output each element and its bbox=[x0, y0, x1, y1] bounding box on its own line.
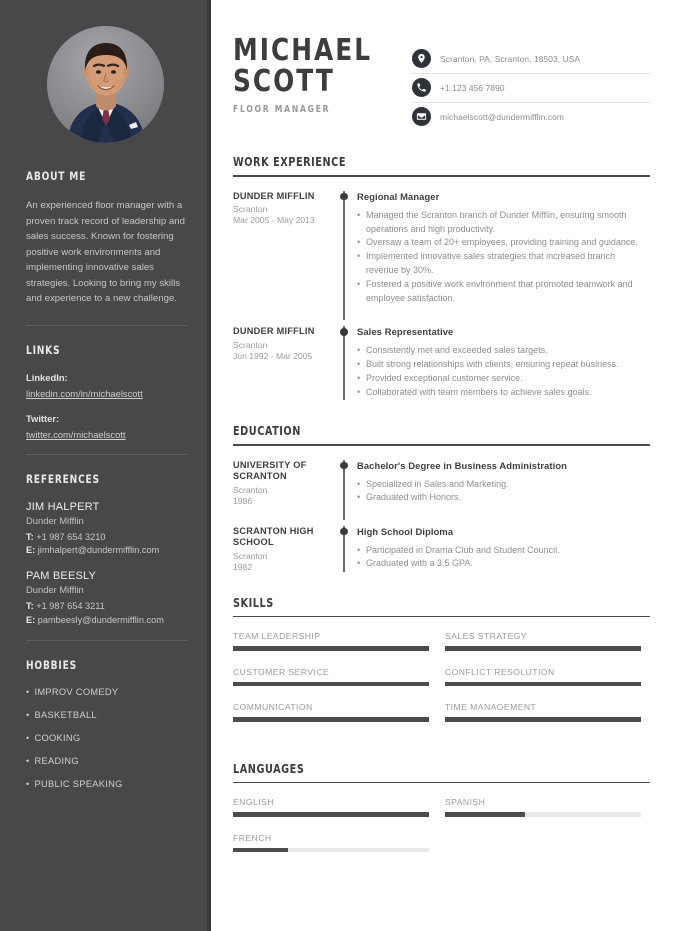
reference-email bbox=[26, 544, 187, 557]
languages-section bbox=[233, 762, 650, 869]
skill-bar-fill bbox=[233, 646, 429, 651]
list-item: • Built strong relationships with clients, ensuring repeat business. bbox=[357, 358, 650, 372]
skill-label: CUSTOMER SERVICE bbox=[233, 666, 330, 677]
list-item: • Graduated with a 3.5 GPA. bbox=[357, 557, 650, 571]
work-entry-meta bbox=[233, 191, 333, 307]
avatar bbox=[47, 26, 164, 143]
skill-label: TEAM LEADERSHIP bbox=[233, 631, 321, 642]
graduation-year: 1986 bbox=[233, 495, 253, 506]
timeline-dot-icon bbox=[340, 193, 348, 201]
skill-bar-fill bbox=[445, 646, 641, 651]
skill-item bbox=[233, 702, 429, 722]
hobby-label: READING bbox=[34, 756, 79, 767]
phone-value: +1 987 654 3211 bbox=[36, 601, 105, 612]
list-item: • Graduated with Honors. bbox=[357, 491, 650, 505]
languages-heading: LANGUAGES bbox=[233, 761, 305, 776]
language-label: SPANISH bbox=[445, 797, 486, 808]
work-entry bbox=[233, 191, 650, 307]
hobby-item bbox=[26, 779, 187, 789]
language-item bbox=[233, 797, 429, 817]
timeline-dot-icon bbox=[340, 328, 348, 336]
skill-label: CONFLICT RESOLUTION bbox=[445, 666, 555, 677]
section-divider bbox=[233, 444, 650, 446]
last-name: SCOTT bbox=[233, 63, 335, 99]
spacer bbox=[233, 506, 650, 526]
bullet-icon: • bbox=[26, 710, 30, 721]
hobby-item bbox=[26, 733, 187, 743]
education-entry-meta bbox=[233, 460, 333, 506]
reference-phone bbox=[26, 600, 187, 613]
sidebar bbox=[0, 0, 211, 931]
skill-bar-track bbox=[233, 717, 429, 722]
responsibility-list bbox=[357, 209, 650, 307]
school-name: UNIVERSITY OF SCRANTON bbox=[233, 459, 307, 481]
reference-company: Dunder Mifflin bbox=[26, 584, 84, 596]
skill-bar-track bbox=[445, 717, 641, 722]
hobby-item bbox=[26, 687, 187, 697]
language-label: ENGLISH bbox=[233, 797, 274, 808]
phone-icon bbox=[412, 78, 431, 97]
degree-title: Bachelor's Degree in Business Administration bbox=[357, 459, 567, 471]
language-item bbox=[445, 797, 641, 817]
reference-email bbox=[26, 614, 187, 627]
language-bar-fill bbox=[445, 812, 525, 817]
school-city: Scranton bbox=[233, 550, 268, 561]
list-item: • Specialized in Sales and Marketing. bbox=[357, 478, 650, 492]
reference-item bbox=[26, 501, 187, 558]
skill-bar-track bbox=[445, 646, 641, 651]
skill-bar-track bbox=[445, 682, 641, 687]
identity-block bbox=[233, 33, 384, 116]
employer-name: DUNDER MIFFLIN bbox=[233, 326, 315, 337]
list-item: • Fostered a positive work environment that promoted teamwork and employee satisfaction. bbox=[357, 278, 650, 306]
phone-value: +1 987 654 3210 bbox=[36, 531, 106, 542]
skills-grid bbox=[233, 631, 650, 738]
links-heading: LINKS bbox=[26, 342, 61, 357]
contact-address bbox=[412, 45, 650, 74]
work-experience-section bbox=[233, 155, 650, 400]
section-divider bbox=[233, 782, 650, 784]
contact-list bbox=[412, 45, 650, 131]
list-item: • Participated in Drama Club and Student Council. bbox=[357, 544, 650, 558]
reference-item bbox=[26, 570, 187, 627]
bullet-icon: • bbox=[26, 687, 30, 698]
reference-name: JIM HALPERT bbox=[26, 500, 100, 513]
skill-bar-fill bbox=[445, 717, 641, 722]
email-label: E: bbox=[26, 545, 36, 556]
spacer bbox=[233, 306, 650, 326]
link-item-twitter bbox=[26, 413, 187, 443]
main-content bbox=[211, 0, 675, 931]
sidebar-references-section bbox=[0, 455, 211, 627]
skill-item bbox=[445, 667, 641, 687]
work-experience-heading: WORK EXPERIENCE bbox=[233, 155, 347, 169]
skill-label: TIME MANAGEMENT bbox=[445, 702, 537, 713]
email-value: jimhalpert@dundermifflin.com bbox=[37, 545, 160, 556]
reference-name: PAM BEESLY bbox=[26, 570, 97, 583]
skill-bar-track bbox=[233, 682, 429, 687]
language-bar-track bbox=[233, 812, 429, 817]
timeline bbox=[333, 526, 355, 572]
envelope-icon bbox=[412, 107, 431, 126]
bullet-icon: • bbox=[26, 733, 30, 744]
achievement-list bbox=[357, 544, 650, 572]
skill-label: COMMUNICATION bbox=[233, 702, 313, 713]
job-role: FLOOR MANAGER bbox=[233, 104, 331, 116]
timeline-dot-icon bbox=[340, 528, 348, 536]
education-section bbox=[233, 424, 650, 572]
email-value: pambeesly@dundermifflin.com bbox=[37, 614, 164, 625]
list-item: • Collaborated with team members to achieve sales goals. bbox=[357, 386, 650, 400]
degree-title: High School Diploma bbox=[357, 525, 454, 537]
twitter-label: Twitter: bbox=[26, 412, 60, 424]
skills-heading: SKILLS bbox=[233, 595, 274, 610]
list-item: • Consistently met and exceeded sales targets. bbox=[357, 344, 650, 358]
employment-dates: Mar 2005 - May 2013 bbox=[233, 215, 315, 226]
education-entry bbox=[233, 526, 650, 572]
linkedin-url[interactable]: linkedin.com/in/michaelscott bbox=[26, 387, 143, 399]
phone-label: T: bbox=[26, 531, 34, 542]
about-heading: ABOUT ME bbox=[26, 169, 87, 183]
responsibility-list bbox=[357, 344, 650, 400]
about-text: An experienced floor manager with a proven track record of leadership and sales success. Known for fostering positive work environments and implementing innovative sales strategies. Looking to bring my skills and experience to a new challenge. bbox=[26, 200, 185, 305]
language-bar-track bbox=[445, 812, 641, 817]
skill-bar-track bbox=[233, 646, 429, 651]
work-entry-body bbox=[355, 191, 650, 307]
language-item bbox=[233, 833, 429, 853]
location-pin-icon bbox=[412, 49, 431, 68]
hobby-label: COOKING bbox=[34, 733, 81, 744]
skill-label: SALES STRATEGY bbox=[445, 631, 528, 642]
reference-company: Dunder Mifflin bbox=[26, 514, 84, 526]
list-item: • Implemented innovative sales strategies that increased branch revenue by 30%. bbox=[357, 250, 650, 278]
work-entry bbox=[233, 326, 650, 400]
timeline bbox=[333, 326, 355, 400]
achievement-list bbox=[357, 478, 650, 506]
twitter-url[interactable]: twitter.com/michaelscott bbox=[26, 428, 126, 440]
education-entry-body bbox=[355, 526, 650, 572]
sidebar-links-section bbox=[0, 326, 211, 443]
job-title: Sales Representative bbox=[357, 326, 454, 338]
language-bar-fill bbox=[233, 812, 429, 817]
skill-item bbox=[445, 702, 641, 722]
education-entry bbox=[233, 460, 650, 506]
hobby-label: PUBLIC SPEAKING bbox=[34, 779, 123, 790]
school-city: Scranton bbox=[233, 484, 268, 495]
contact-phone bbox=[412, 74, 650, 103]
avatar-container bbox=[0, 0, 211, 143]
hobby-item bbox=[26, 710, 187, 720]
hobby-item bbox=[26, 756, 187, 766]
profile-photo-illustration bbox=[47, 26, 164, 143]
employment-dates: Jun 1992 - Mar 2005 bbox=[233, 350, 313, 361]
link-item-linkedin bbox=[26, 372, 187, 402]
timeline bbox=[333, 460, 355, 506]
skill-bar-fill bbox=[445, 682, 641, 687]
employer-name: DUNDER MIFFLIN bbox=[233, 190, 315, 201]
timeline-line bbox=[343, 326, 344, 400]
language-bar-track bbox=[233, 848, 429, 853]
references-heading: REFERENCES bbox=[26, 471, 100, 486]
timeline bbox=[333, 191, 355, 307]
sidebar-hobbies-section bbox=[0, 641, 211, 789]
hobby-label: BASKETBALL bbox=[34, 710, 97, 721]
email-label: E: bbox=[26, 614, 36, 625]
education-heading: EDUCATION bbox=[233, 423, 301, 438]
bullet-icon: • bbox=[26, 756, 30, 767]
list-item: • Provided exceptional customer service. bbox=[357, 372, 650, 386]
job-title: Regional Manager bbox=[357, 190, 440, 202]
list-item: • Managed the Scranton branch of Dunder Mifflin, ensuring smooth operations and high productivity. bbox=[357, 209, 650, 237]
skill-item bbox=[445, 631, 641, 651]
languages-grid bbox=[233, 797, 650, 868]
phone-label: T: bbox=[26, 601, 34, 612]
work-entry-body bbox=[355, 326, 650, 400]
reference-phone bbox=[26, 531, 187, 544]
language-bar-fill bbox=[233, 848, 288, 853]
address-text: Scranton, PA, Scranton, 18503, USA bbox=[440, 53, 581, 64]
language-label: FRENCH bbox=[233, 832, 272, 843]
employer-city: Scranton bbox=[233, 204, 268, 215]
contact-email bbox=[412, 103, 650, 131]
education-entry-meta bbox=[233, 526, 333, 572]
skills-section bbox=[233, 596, 650, 738]
resume-header bbox=[233, 33, 650, 131]
skill-bar-fill bbox=[233, 717, 429, 722]
employer-city: Scranton bbox=[233, 339, 268, 350]
bullet-icon: • bbox=[26, 779, 30, 790]
section-divider bbox=[233, 175, 650, 177]
first-name: MICHAEL bbox=[233, 33, 373, 68]
education-entry-body bbox=[355, 460, 650, 506]
work-entry-meta bbox=[233, 326, 333, 400]
skill-bar-fill bbox=[233, 682, 429, 687]
skill-item bbox=[233, 631, 429, 651]
email-text: michaelscott@dundermifflin.com bbox=[440, 111, 564, 122]
skill-item bbox=[233, 667, 429, 687]
hobby-label: IMPROV COMEDY bbox=[34, 687, 119, 698]
linkedin-label: LinkedIn: bbox=[26, 371, 68, 383]
school-name: SCRANTON HIGH SCHOOL bbox=[233, 525, 314, 547]
phone-text: +1 123 456 7890 bbox=[440, 82, 505, 93]
sidebar-about-section bbox=[0, 143, 211, 307]
list-item: • Oversaw a team of 20+ employees, providing training and guidance. bbox=[357, 236, 650, 250]
graduation-year: 1982 bbox=[233, 561, 253, 572]
timeline-dot-icon bbox=[340, 462, 348, 470]
hobbies-heading: HOBBIES bbox=[26, 658, 77, 673]
timeline-line bbox=[343, 191, 344, 321]
section-divider bbox=[233, 616, 650, 618]
